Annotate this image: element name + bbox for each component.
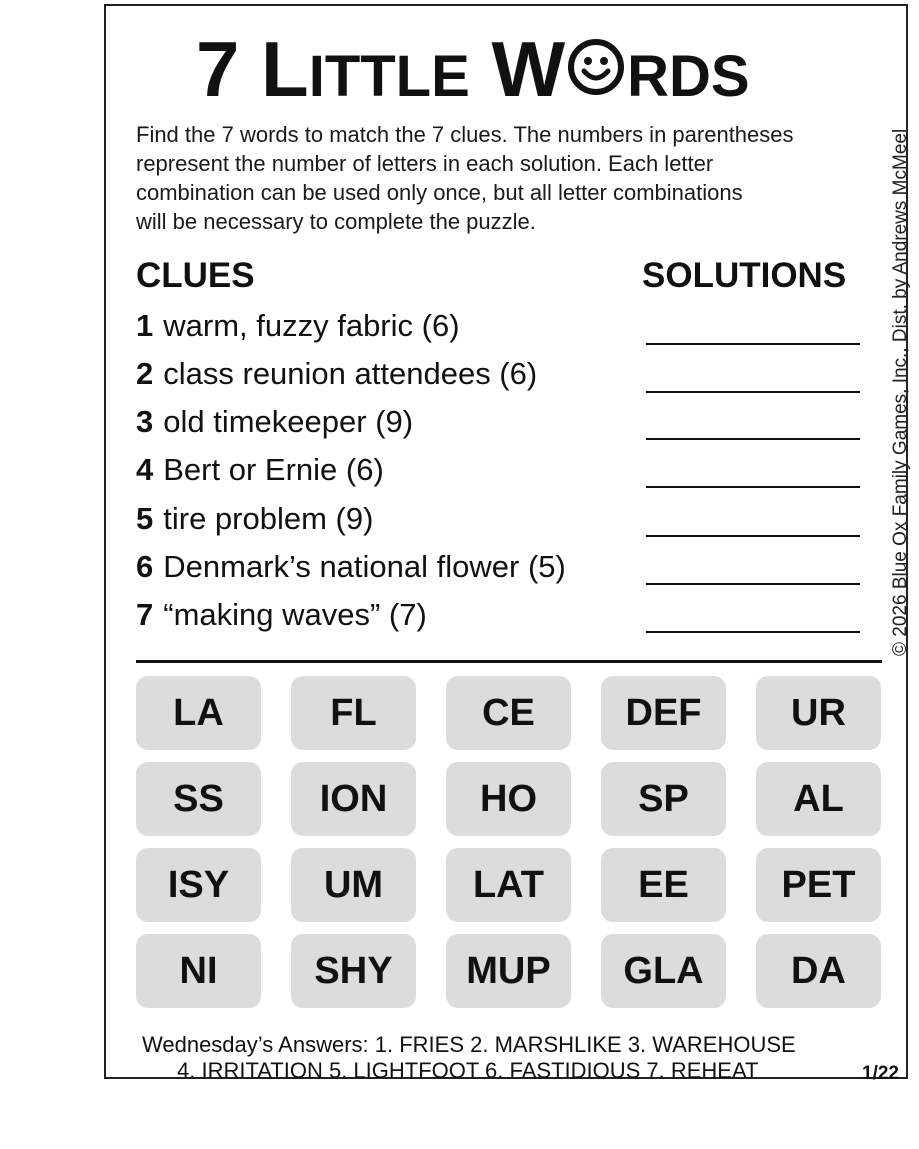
letter-tile[interactable]: UM [291,848,416,922]
clue-number: 5 [136,501,154,536]
letter-tile[interactable]: CE [446,676,571,750]
clue-4 [136,452,384,488]
clue-6 [136,549,566,585]
letter-tile[interactable]: AL [756,762,881,836]
letter-tile[interactable]: MUP [446,934,571,1008]
solution-blank-1[interactable] [646,343,860,345]
clue-number: 6 [136,549,154,584]
puzzle-date: 1/22 [862,1063,899,1084]
letter-tile[interactable]: DA [756,934,881,1008]
solution-blank-7[interactable] [646,631,860,633]
clue-text: “making waves” (7) [163,597,427,632]
puzzle-frame [104,4,911,1084]
clue-2 [136,356,537,392]
title-part-4: RDS [627,44,750,109]
letter-tile[interactable]: SP [601,762,726,836]
previous-answers-line-1: Wednesday’s Answers: 1. FRIES 2. MARSHLIKE 3. WAREHOUSE [142,1032,796,1057]
solution-blank-2[interactable] [646,391,860,393]
title-part-1: 7 L [196,25,309,113]
letter-tile[interactable]: EE [601,848,726,922]
instructions-line: represent the number of letters in each solution. Each letter [136,151,714,176]
instructions-line: will be necessary to complete the puzzle. [136,209,536,234]
clue-text: Denmark’s national flower (5) [163,549,566,584]
section-divider [136,660,882,663]
clue-number: 1 [136,308,154,343]
copyright-credit: © 2026 Blue Ox Family Games, Inc., Dist. by Andrews McMeel [890,128,911,656]
title-part-3: W [469,25,566,113]
letter-tile[interactable]: LAT [446,848,571,922]
letter-tile[interactable]: NI [136,934,261,1008]
letter-tile[interactable]: ION [291,762,416,836]
solutions-heading: SOLUTIONS [642,256,847,295]
instructions-line: Find the 7 words to match the 7 clues. The numbers in parentheses [136,122,794,147]
clue-7 [136,597,427,633]
letter-tile[interactable]: GLA [601,934,726,1008]
clues-heading: CLUES [136,256,255,295]
letter-tile[interactable]: DEF [601,676,726,750]
clue-number: 7 [136,597,154,632]
clue-3 [136,404,413,440]
clue-5 [136,501,373,537]
clue-text: class reunion attendees (6) [163,356,538,391]
instructions [136,120,886,236]
clue-text: tire problem (9) [163,501,374,536]
instructions-line: combination can be used only once, but all letter combinations [136,180,743,205]
clue-number: 4 [136,452,154,487]
solution-blank-3[interactable] [646,438,860,440]
letter-tile[interactable]: SHY [291,934,416,1008]
game-title [196,25,816,113]
clue-text: Bert or Ernie (6) [163,452,384,487]
clue-number: 3 [136,404,154,439]
previous-answers-line-2: 4. IRRITATION 5. LIGHTFOOT 6. FASTIDIOUS 7. REHEAT [177,1058,759,1083]
clue-text: old timekeeper (9) [163,404,414,439]
letter-tile[interactable]: HO [446,762,571,836]
smiley-face-icon [567,38,625,100]
letter-tile[interactable]: SS [136,762,261,836]
letter-tile[interactable]: UR [756,676,881,750]
letter-tile[interactable]: PET [756,848,881,922]
clue-text: warm, fuzzy fabric (6) [163,308,460,343]
clue-number: 2 [136,356,154,391]
clue-1 [136,308,460,344]
title-part-2: ITTLE [308,44,470,109]
solution-blank-5[interactable] [646,535,860,537]
solution-blank-6[interactable] [646,583,860,585]
solution-blank-4[interactable] [646,486,860,488]
letter-tile[interactable]: FL [291,676,416,750]
letter-tile[interactable]: LA [136,676,261,750]
letter-tile[interactable]: ISY [136,848,261,922]
